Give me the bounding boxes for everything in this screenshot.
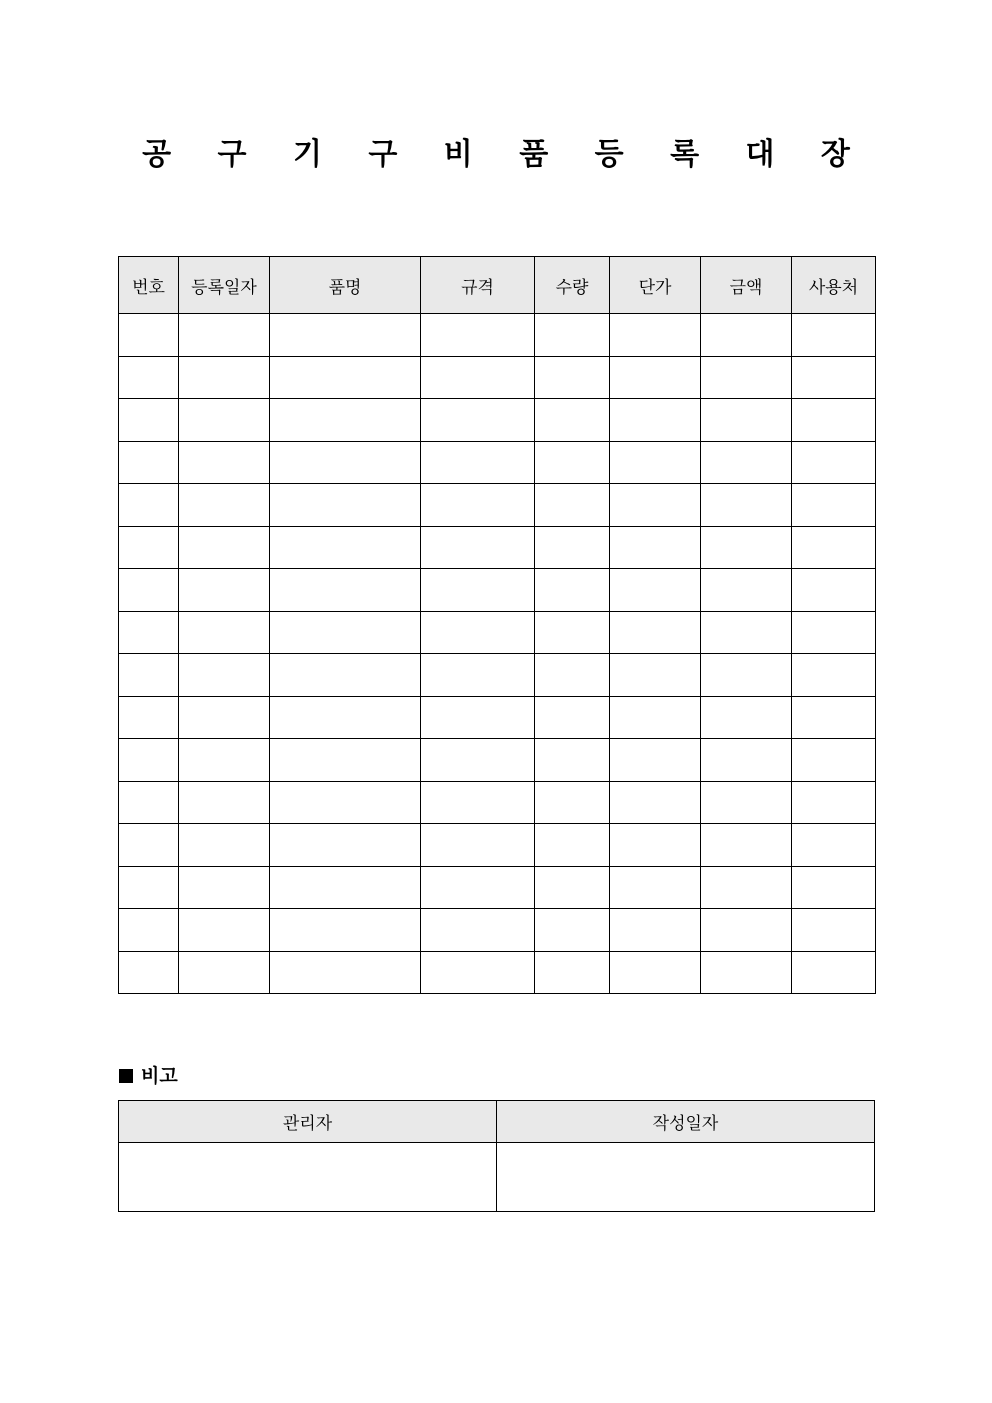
table-row [119, 951, 876, 994]
table-cell[interactable] [119, 781, 179, 824]
table-cell[interactable] [610, 654, 701, 697]
table-cell[interactable] [535, 654, 610, 697]
table-cell[interactable] [270, 866, 421, 909]
table-cell[interactable] [701, 654, 792, 697]
table-cell[interactable] [270, 781, 421, 824]
table-cell[interactable] [535, 314, 610, 357]
table-cell[interactable] [179, 399, 270, 442]
table-cell[interactable] [610, 781, 701, 824]
table-row [119, 484, 876, 527]
remarks-table [118, 1100, 875, 1212]
table-cell[interactable] [701, 739, 792, 782]
table-cell[interactable] [701, 399, 792, 442]
table-cell[interactable] [535, 356, 610, 399]
table-cell[interactable] [119, 696, 179, 739]
table-cell[interactable] [535, 484, 610, 527]
header-quantity: 수량 [535, 257, 610, 314]
table-cell[interactable] [701, 356, 792, 399]
table-cell[interactable] [421, 569, 535, 612]
table-cell[interactable] [179, 909, 270, 952]
table-cell[interactable] [119, 484, 179, 527]
table-cell[interactable] [119, 654, 179, 697]
table-cell[interactable] [179, 781, 270, 824]
table-cell[interactable] [535, 866, 610, 909]
register-table [118, 256, 876, 994]
table-cell[interactable] [179, 314, 270, 357]
table-cell[interactable] [421, 314, 535, 357]
table-cell[interactable] [270, 611, 421, 654]
table-cell[interactable] [119, 951, 179, 994]
table-cell[interactable] [179, 569, 270, 612]
table-cell[interactable] [421, 866, 535, 909]
table-cell[interactable] [535, 696, 610, 739]
table-cell[interactable] [270, 569, 421, 612]
table-cell[interactable] [792, 399, 876, 442]
header-manager: 관리자 [119, 1101, 497, 1143]
table-cell[interactable] [701, 696, 792, 739]
register-body [119, 314, 876, 994]
table-cell[interactable] [535, 399, 610, 442]
table-cell[interactable] [179, 739, 270, 782]
table-cell[interactable] [421, 441, 535, 484]
table-cell[interactable] [792, 484, 876, 527]
remarks-header-row [119, 1101, 875, 1143]
table-row [119, 824, 876, 867]
table-cell[interactable] [179, 824, 270, 867]
table-cell[interactable] [701, 569, 792, 612]
table-cell[interactable] [270, 314, 421, 357]
document-title: 공 구 기 구 비 품 등 록 대 장 [142, 137, 868, 172]
table-row [119, 356, 876, 399]
table-cell[interactable] [119, 739, 179, 782]
manager-cell[interactable] [119, 1143, 497, 1212]
table-cell[interactable] [270, 696, 421, 739]
table-row [119, 441, 876, 484]
table-cell[interactable] [792, 866, 876, 909]
table-cell[interactable] [535, 611, 610, 654]
table-cell[interactable] [701, 951, 792, 994]
table-cell[interactable] [535, 441, 610, 484]
table-cell[interactable] [421, 739, 535, 782]
table-cell[interactable] [421, 781, 535, 824]
header-written-date: 작성일자 [497, 1101, 875, 1143]
table-cell[interactable] [270, 484, 421, 527]
table-cell[interactable] [270, 909, 421, 952]
table-cell[interactable] [179, 441, 270, 484]
table-row [119, 654, 876, 697]
table-cell[interactable] [179, 611, 270, 654]
table-cell[interactable] [270, 526, 421, 569]
table-cell[interactable] [421, 526, 535, 569]
table-cell[interactable] [535, 526, 610, 569]
header-amount: 금액 [701, 257, 792, 314]
header-registration-date: 등록일자 [179, 257, 270, 314]
table-row [119, 909, 876, 952]
table-cell[interactable] [270, 399, 421, 442]
table-cell[interactable] [792, 314, 876, 357]
table-cell[interactable] [179, 526, 270, 569]
table-cell[interactable] [610, 824, 701, 867]
written-date-cell[interactable] [497, 1143, 875, 1212]
table-row [119, 866, 876, 909]
table-cell[interactable] [119, 866, 179, 909]
table-cell[interactable] [421, 951, 535, 994]
table-cell[interactable] [610, 866, 701, 909]
table-cell[interactable] [421, 611, 535, 654]
table-cell[interactable] [179, 356, 270, 399]
table-cell[interactable] [610, 739, 701, 782]
table-row [119, 399, 876, 442]
table-cell[interactable] [610, 696, 701, 739]
table-cell[interactable] [535, 781, 610, 824]
table-row [119, 611, 876, 654]
table-cell[interactable] [421, 824, 535, 867]
table-cell[interactable] [792, 356, 876, 399]
header-usage-location: 사용처 [792, 257, 876, 314]
table-cell[interactable] [270, 951, 421, 994]
table-cell[interactable] [701, 824, 792, 867]
table-cell[interactable] [701, 866, 792, 909]
table-cell[interactable] [179, 951, 270, 994]
table-cell[interactable] [270, 654, 421, 697]
table-cell[interactable] [119, 909, 179, 952]
table-cell[interactable] [792, 739, 876, 782]
table-cell[interactable] [610, 399, 701, 442]
table-cell[interactable] [421, 696, 535, 739]
remarks-heading [119, 1062, 178, 1090]
table-cell[interactable] [610, 356, 701, 399]
table-cell[interactable] [792, 569, 876, 612]
table-cell[interactable] [119, 399, 179, 442]
table-cell[interactable] [535, 909, 610, 952]
table-cell[interactable] [701, 526, 792, 569]
table-cell[interactable] [701, 781, 792, 824]
table-cell[interactable] [610, 526, 701, 569]
table-cell[interactable] [179, 484, 270, 527]
table-cell[interactable] [610, 441, 701, 484]
table-cell[interactable] [421, 654, 535, 697]
register-header-row [119, 257, 876, 314]
table-cell[interactable] [119, 569, 179, 612]
table-row [119, 314, 876, 357]
table-cell[interactable] [119, 824, 179, 867]
table-cell[interactable] [792, 824, 876, 867]
table-cell[interactable] [792, 611, 876, 654]
table-row [119, 569, 876, 612]
table-cell[interactable] [610, 909, 701, 952]
table-cell[interactable] [270, 739, 421, 782]
table-row [119, 696, 876, 739]
table-row [119, 739, 876, 782]
table-row [119, 526, 876, 569]
table-cell[interactable] [792, 441, 876, 484]
table-cell[interactable] [535, 569, 610, 612]
table-cell[interactable] [421, 399, 535, 442]
table-cell[interactable] [792, 781, 876, 824]
header-number: 번호 [119, 257, 179, 314]
header-item-name: 품명 [270, 257, 421, 314]
square-bullet-icon [119, 1069, 133, 1083]
table-cell[interactable] [421, 484, 535, 527]
table-row [119, 781, 876, 824]
table-cell[interactable] [179, 696, 270, 739]
table-cell[interactable] [701, 484, 792, 527]
table-cell[interactable] [179, 654, 270, 697]
table-cell[interactable] [119, 526, 179, 569]
table-cell[interactable] [421, 356, 535, 399]
table-cell[interactable] [119, 314, 179, 357]
table-cell[interactable] [179, 866, 270, 909]
table-cell[interactable] [610, 314, 701, 357]
table-cell[interactable] [792, 909, 876, 952]
table-cell[interactable] [270, 356, 421, 399]
table-cell[interactable] [610, 951, 701, 994]
table-cell[interactable] [792, 654, 876, 697]
table-cell[interactable] [610, 484, 701, 527]
table-cell[interactable] [792, 951, 876, 994]
table-cell[interactable] [535, 824, 610, 867]
table-cell[interactable] [421, 909, 535, 952]
header-unit-price: 단가 [610, 257, 701, 314]
table-cell[interactable] [701, 909, 792, 952]
table-cell[interactable] [701, 314, 792, 357]
table-cell[interactable] [535, 739, 610, 782]
remarks-heading-label: 비고 [141, 1065, 178, 1087]
table-cell[interactable] [701, 611, 792, 654]
table-cell[interactable] [610, 611, 701, 654]
table-cell[interactable] [701, 441, 792, 484]
table-cell[interactable] [792, 526, 876, 569]
table-cell[interactable] [535, 951, 610, 994]
table-cell[interactable] [610, 569, 701, 612]
remarks-entry-row [119, 1143, 875, 1212]
table-cell[interactable] [119, 611, 179, 654]
table-cell[interactable] [270, 824, 421, 867]
header-specification: 규격 [421, 257, 535, 314]
table-cell[interactable] [119, 356, 179, 399]
table-cell[interactable] [792, 696, 876, 739]
table-cell[interactable] [270, 441, 421, 484]
table-cell[interactable] [119, 441, 179, 484]
